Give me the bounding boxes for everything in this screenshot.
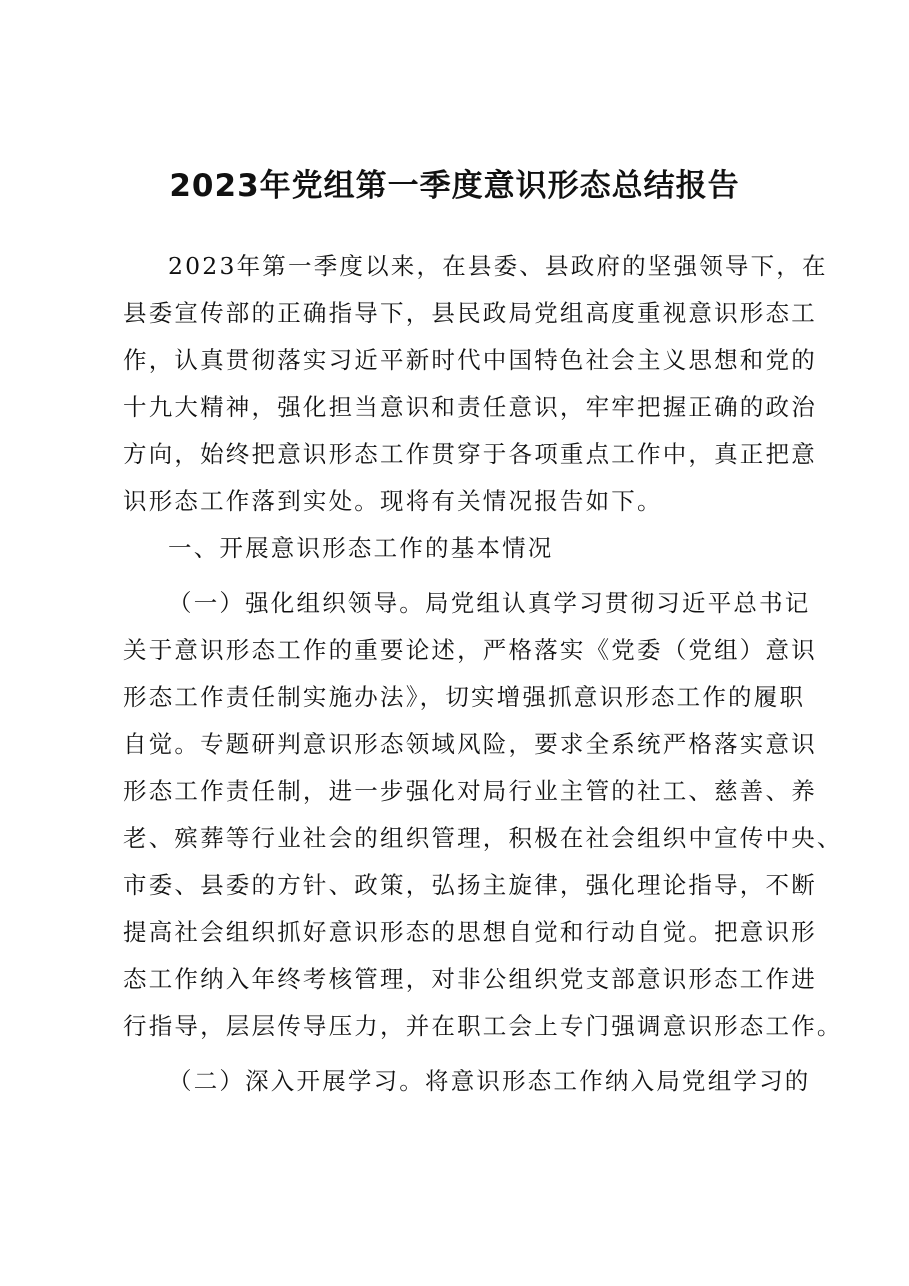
paragraph-line: 形态工作责任制实施办法》，切实增强抓意识形态工作的履职 xyxy=(123,683,806,711)
paragraph-line: （二）深入开展学习。将意识形态工作纳入局党组学习的 xyxy=(168,1067,811,1095)
paragraph-line: 方向，始终把意识形态工作贯穿于各项重点工作中，真正把意 xyxy=(123,440,817,468)
paragraph-line: 县委宣传部的正确指导下，县民政局党组高度重视意识形态工 xyxy=(123,299,817,327)
document-title: 2023年党组第一季度意识形态总结报告 xyxy=(169,168,740,204)
paragraph-line: 自觉。专题研判意识形态领域风险，要求全系统严格落实意识 xyxy=(123,730,817,758)
paragraph-line: 识形态工作落到实处。现将有关情况报告如下。 xyxy=(123,487,663,515)
paragraph-line: 十九大精神，强化担当意识和责任意识，牢牢把握正确的政治 xyxy=(123,393,817,421)
paragraph-line: 提高社会组织抓好意识形态的思想自觉和行动自觉。把意识形 xyxy=(123,918,817,946)
paragraph-line: （一）强化组织领导。局党组认真学习贯彻习近平总书记 xyxy=(168,589,811,617)
paragraph-line: 行指导，层层传导压力，并在职工会上专门强调意识形态工作。 xyxy=(123,1012,843,1040)
paragraph-line: 关于意识形态工作的重要论述，严格落实《党委（党组）意识 xyxy=(123,636,817,664)
paragraph-line: 老、殡葬等行业社会的组织管理，积极在社会组织中宣传中央、 xyxy=(123,824,843,852)
paragraph-line: 形态工作责任制，进一步强化对局行业主管的社工、慈善、养 xyxy=(123,777,817,805)
paragraph-line: 市委、县委的方针、政策，弘扬主旋律，强化理论指导，不断 xyxy=(123,871,817,899)
paragraph-line: 作，认真贯彻落实习近平新时代中国特色社会主义思想和党的 xyxy=(123,346,817,374)
paragraph-line: 态工作纳入年终考核管理，对非公组织党支部意识形态工作进 xyxy=(123,965,817,993)
section-heading: 一、开展意识形态工作的基本情况 xyxy=(168,534,554,562)
paragraph-line: 2023年第一季度以来，在县委、县政府的坚强领导下，在 xyxy=(168,252,828,280)
